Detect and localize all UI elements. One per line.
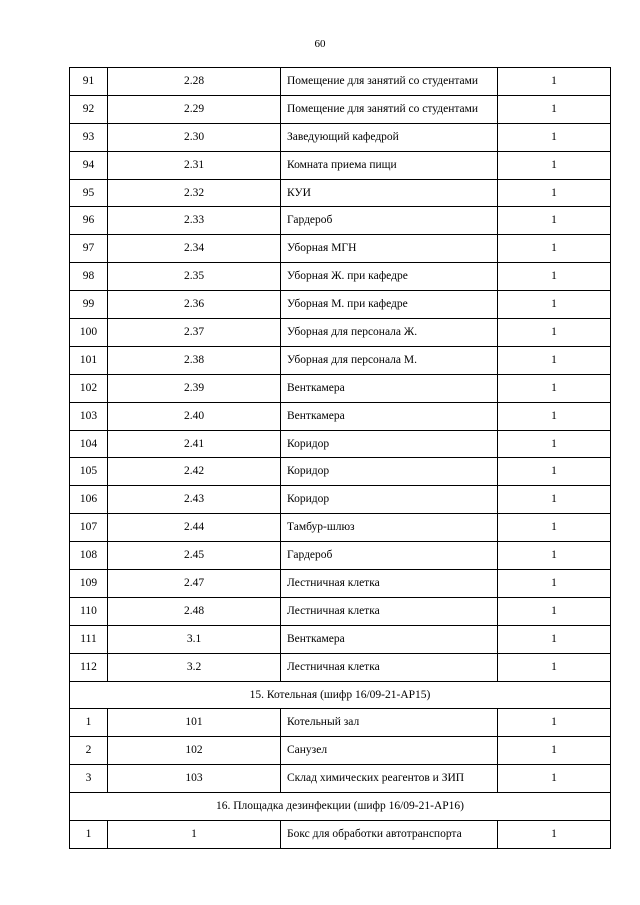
cell-room-code: 2.45 [108, 542, 281, 570]
cell-room-code: 2.42 [108, 458, 281, 486]
cell-room-code: 101 [108, 709, 281, 737]
cell-number: 102 [70, 374, 108, 402]
table-row [70, 346, 611, 374]
cell-room-code: 2.29 [108, 95, 281, 123]
cell-room-code: 2.41 [108, 430, 281, 458]
section-header-row [70, 793, 611, 821]
table-row [70, 597, 611, 625]
table-row [70, 430, 611, 458]
cell-quantity: 1 [498, 235, 611, 263]
cell-quantity: 1 [498, 430, 611, 458]
cell-quantity: 1 [498, 625, 611, 653]
cell-quantity: 1 [498, 374, 611, 402]
cell-room-code: 2.43 [108, 486, 281, 514]
cell-quantity: 1 [498, 542, 611, 570]
cell-room-name: Санузел [281, 737, 498, 765]
table-row [70, 207, 611, 235]
cell-room-name: Уборная МГН [281, 235, 498, 263]
cell-number: 107 [70, 514, 108, 542]
cell-room-code: 2.33 [108, 207, 281, 235]
cell-number: 96 [70, 207, 108, 235]
cell-quantity: 1 [498, 151, 611, 179]
cell-room-name: Коридор [281, 430, 498, 458]
table-row [70, 151, 611, 179]
cell-room-name: КУИ [281, 179, 498, 207]
cell-room-name: Уборная для персонала М. [281, 346, 498, 374]
cell-room-name: Уборная М. при кафедре [281, 291, 498, 319]
cell-room-name: Уборная для персонала Ж. [281, 319, 498, 347]
cell-room-code: 2.36 [108, 291, 281, 319]
cell-number: 93 [70, 123, 108, 151]
cell-quantity: 1 [498, 709, 611, 737]
cell-room-code: 2.37 [108, 319, 281, 347]
cell-room-name: Лестничная клетка [281, 570, 498, 598]
cell-room-code: 2.48 [108, 597, 281, 625]
cell-room-name: Гардероб [281, 207, 498, 235]
table-row [70, 95, 611, 123]
table-row [70, 68, 611, 96]
cell-number: 97 [70, 235, 108, 263]
cell-room-code: 2.38 [108, 346, 281, 374]
cell-quantity: 1 [498, 402, 611, 430]
table-row [70, 570, 611, 598]
cell-number: 105 [70, 458, 108, 486]
cell-room-name: Венткамера [281, 625, 498, 653]
cell-room-code: 2.47 [108, 570, 281, 598]
cell-number: 92 [70, 95, 108, 123]
cell-room-code: 2.44 [108, 514, 281, 542]
cell-number: 112 [70, 653, 108, 681]
table-row [70, 374, 611, 402]
cell-quantity: 1 [498, 458, 611, 486]
table-row [70, 514, 611, 542]
cell-number: 103 [70, 402, 108, 430]
cell-room-code: 2.35 [108, 263, 281, 291]
cell-quantity: 1 [498, 514, 611, 542]
cell-room-name: Уборная Ж. при кафедре [281, 263, 498, 291]
cell-number: 109 [70, 570, 108, 598]
cell-room-code: 3.2 [108, 653, 281, 681]
page-number: 60 [314, 38, 326, 50]
table-row [70, 542, 611, 570]
cell-number: 100 [70, 319, 108, 347]
cell-quantity: 1 [498, 346, 611, 374]
cell-number: 94 [70, 151, 108, 179]
cell-room-name: Склад химических реагентов и ЗИП [281, 765, 498, 793]
cell-number: 91 [70, 68, 108, 96]
cell-quantity: 1 [498, 765, 611, 793]
table-row [70, 402, 611, 430]
cell-room-code: 103 [108, 765, 281, 793]
cell-room-code: 2.34 [108, 235, 281, 263]
cell-room-name: Котельный зал [281, 709, 498, 737]
table-row [70, 263, 611, 291]
cell-room-name: Тамбур-шлюз [281, 514, 498, 542]
cell-quantity: 1 [498, 95, 611, 123]
cell-number: 95 [70, 179, 108, 207]
cell-room-code: 2.32 [108, 179, 281, 207]
cell-room-code: 2.30 [108, 123, 281, 151]
cell-room-name: Лестничная клетка [281, 653, 498, 681]
cell-number: 1 [70, 709, 108, 737]
table-row [70, 123, 611, 151]
cell-number: 2 [70, 737, 108, 765]
cell-room-name: Заведующий кафедрой [281, 123, 498, 151]
table-row [70, 709, 611, 737]
table-row [70, 235, 611, 263]
table-row [70, 765, 611, 793]
cell-number: 98 [70, 263, 108, 291]
cell-number: 104 [70, 430, 108, 458]
cell-quantity: 1 [498, 597, 611, 625]
cell-quantity: 1 [498, 207, 611, 235]
cell-number: 1 [70, 821, 108, 849]
cell-room-name: Комната приема пищи [281, 151, 498, 179]
cell-quantity: 1 [498, 179, 611, 207]
cell-quantity: 1 [498, 68, 611, 96]
cell-room-name: Коридор [281, 458, 498, 486]
section-title: 16. Площадка дезинфекции (шифр 16/09-21-АР16) [70, 793, 611, 821]
cell-quantity: 1 [498, 737, 611, 765]
cell-room-code: 3.1 [108, 625, 281, 653]
cell-room-code: 1 [108, 821, 281, 849]
section-header-row [70, 681, 611, 709]
cell-number: 3 [70, 765, 108, 793]
table-row [70, 821, 611, 849]
cell-number: 106 [70, 486, 108, 514]
cell-quantity: 1 [498, 486, 611, 514]
cell-room-name: Гардероб [281, 542, 498, 570]
table-row [70, 486, 611, 514]
cell-room-name: Лестничная клетка [281, 597, 498, 625]
cell-number: 110 [70, 597, 108, 625]
cell-room-name: Коридор [281, 486, 498, 514]
cell-quantity: 1 [498, 821, 611, 849]
cell-quantity: 1 [498, 263, 611, 291]
cell-room-name: Помещение для занятий со студентами [281, 68, 498, 96]
cell-room-name: Венткамера [281, 374, 498, 402]
cell-quantity: 1 [498, 653, 611, 681]
cell-room-code: 2.40 [108, 402, 281, 430]
cell-quantity: 1 [498, 123, 611, 151]
table-row [70, 458, 611, 486]
cell-room-code: 102 [108, 737, 281, 765]
cell-room-code: 2.28 [108, 68, 281, 96]
cell-quantity: 1 [498, 319, 611, 347]
cell-quantity: 1 [498, 570, 611, 598]
section-title: 15. Котельная (шифр 16/09-21-АР15) [70, 681, 611, 709]
cell-number: 111 [70, 625, 108, 653]
cell-number: 101 [70, 346, 108, 374]
table-row [70, 737, 611, 765]
table-row [70, 653, 611, 681]
table-row [70, 291, 611, 319]
rooms-table [69, 67, 611, 849]
cell-room-code: 2.31 [108, 151, 281, 179]
table-row [70, 625, 611, 653]
cell-room-name: Бокс для обработки автотранспорта [281, 821, 498, 849]
cell-room-name: Венткамера [281, 402, 498, 430]
cell-number: 99 [70, 291, 108, 319]
cell-room-name: Помещение для занятий со студентами [281, 95, 498, 123]
cell-quantity: 1 [498, 291, 611, 319]
table-row [70, 319, 611, 347]
cell-room-code: 2.39 [108, 374, 281, 402]
cell-number: 108 [70, 542, 108, 570]
table-row [70, 179, 611, 207]
